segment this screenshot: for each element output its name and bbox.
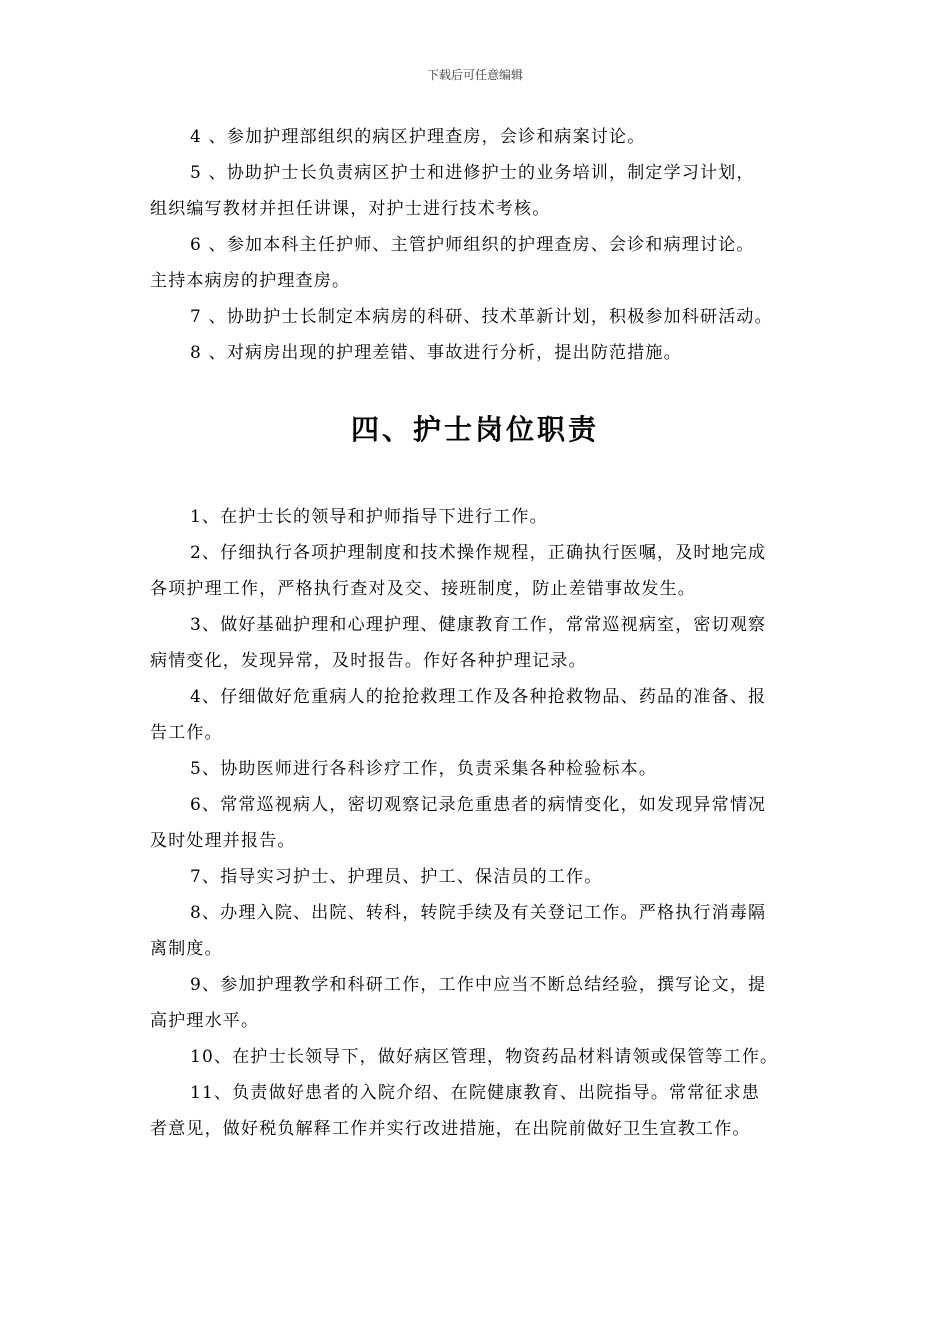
paragraph-line: 9、参加护理教学和科研工作，工作中应当不断总结经验，撰写论文，提 <box>190 975 767 995</box>
paragraph-line: 6 、参加本科主任护师、主管护师组织的护理查房、会诊和病理讨论。 <box>190 235 755 255</box>
paragraph-line: 8 、对病房出现的护理差错、事故进行分析，提出防范措施。 <box>190 343 682 363</box>
paragraph-line: 6、常常巡视病人，密切观察记录危重患者的病情变化，如发现异常情况 <box>190 795 767 815</box>
paragraph-line: 3、做好基础护理和心理护理、健康教育工作，常常巡视病室，密切观察 <box>190 615 767 635</box>
paragraph-line: 4、仔细做好危重病人的抢抢救理工作及各种抢救物品、药品的准备、报 <box>190 687 767 707</box>
paragraph <box>150 607 800 679</box>
paragraph-line: 主持本病房的护理查房。 <box>150 271 351 291</box>
paragraph-line: 各项护理工作，严格执行查对及交、接班制度，防止差错事故发生。 <box>150 579 696 599</box>
paragraph <box>150 859 800 895</box>
paragraph-line: 告工作。 <box>150 723 223 743</box>
paragraph <box>150 119 800 155</box>
paragraph <box>150 155 800 227</box>
paragraph-line: 及时处理并报告。 <box>150 831 296 851</box>
page-header: 下载后可任意编辑 <box>426 68 523 82</box>
paragraph <box>150 895 800 967</box>
paragraph <box>150 227 800 299</box>
paragraph <box>150 787 800 859</box>
paragraph-line: 病情变化，发现异常，及时报告。作好各种护理记录。 <box>150 651 587 671</box>
paragraph <box>150 967 800 1039</box>
paragraph-line: 10、在护士长领导下，做好病区管理，物资药品材料请领或保管等工作。 <box>190 1047 779 1067</box>
paragraph-line: 者意见，做好税负解释工作并实行改进措施，在出院前做好卫生宣教工作。 <box>150 1119 751 1139</box>
paragraph <box>150 499 800 535</box>
paragraph-line: 组织编写教材并担任讲课，对护士进行技术考核。 <box>150 199 551 219</box>
paragraph-line: 5、协助医师进行各科诊疗工作，负责采集各种检验标本。 <box>190 759 658 779</box>
paragraph-line: 7 、协助护士长制定本病房的科研、技术革新计划，积极参加科研活动。 <box>190 307 773 327</box>
paragraph <box>150 751 800 787</box>
paragraph <box>150 299 800 335</box>
paragraph <box>150 335 800 371</box>
paragraph-line: 7、指导实习护士、护理员、护工、保洁员的工作。 <box>190 867 603 887</box>
paragraph <box>150 535 800 607</box>
paragraph-line: 11、负责做好患者的入院介绍、在院健康教育、出院指导。常常征求患 <box>190 1083 761 1103</box>
paragraph-line: 2、仔细执行各项护理制度和技术操作规程，正确执行医嘱，及时地完成 <box>190 543 767 563</box>
paragraph-line: 8、办理入院、出院、转科，转院手续及有关登记工作。严格执行消毒隔 <box>190 903 767 923</box>
paragraph-line: 1、在护士长的领导和护师指导下进行工作。 <box>190 507 548 527</box>
paragraph-line: 4 、参加护理部组织的病区护理查房，会诊和病案讨论。 <box>190 127 646 147</box>
section-a <box>150 119 800 371</box>
paragraph-line: 高护理水平。 <box>150 1011 260 1031</box>
paragraph-line: 离制度。 <box>150 939 223 959</box>
paragraph <box>150 1039 800 1075</box>
paragraph <box>150 679 800 751</box>
paragraph-line: 5 、协助护士长负责病区护士和进修护士的业务培训，制定学习计划， <box>190 163 755 183</box>
section-title: 四、护士岗位职责 <box>350 413 599 446</box>
section-b <box>150 499 800 1147</box>
paragraph <box>150 1075 800 1147</box>
